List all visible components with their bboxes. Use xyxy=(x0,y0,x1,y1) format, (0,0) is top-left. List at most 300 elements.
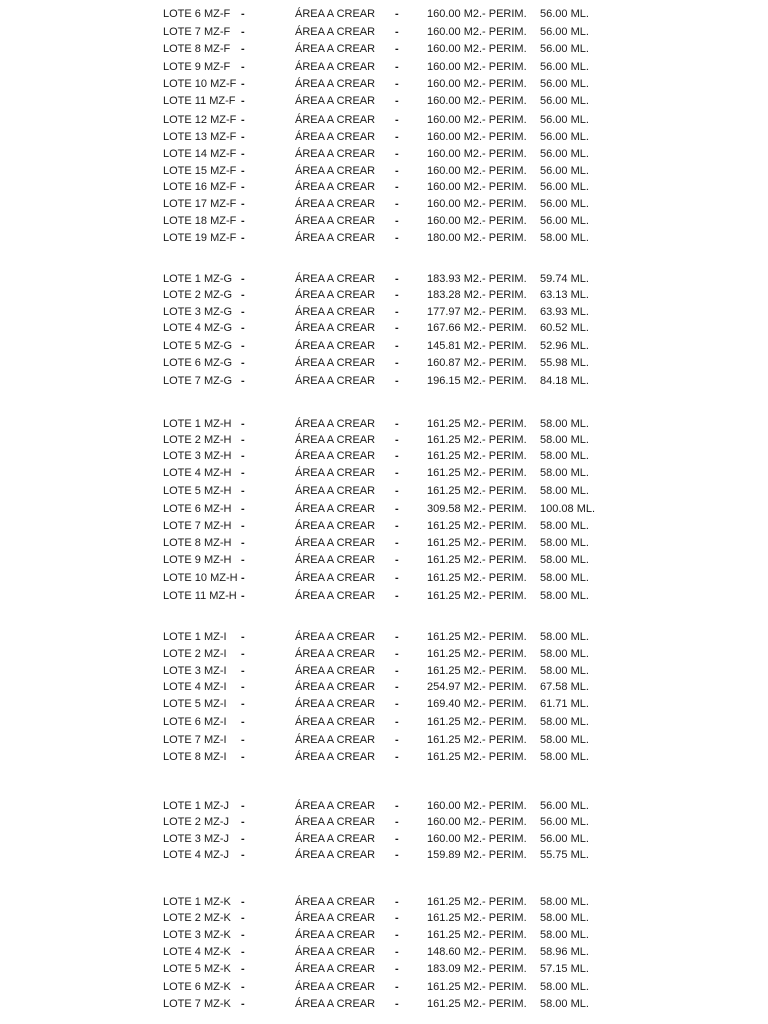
separator-dash: - xyxy=(395,322,399,334)
separator-dash: - xyxy=(241,963,245,975)
lot-label: LOTE 8 MZ-I xyxy=(163,751,227,763)
lot-row xyxy=(0,288,768,302)
area-value: 160.00 M2.- PERIM. xyxy=(427,95,527,107)
separator-dash: - xyxy=(395,26,399,38)
separator-dash: - xyxy=(241,631,245,643)
area-label: ÁREA A CREAR xyxy=(295,232,376,244)
area-label: ÁREA A CREAR xyxy=(295,340,376,352)
perimeter-value: 58.00 ML. xyxy=(540,485,589,497)
separator-dash: - xyxy=(395,590,399,602)
lot-row xyxy=(0,799,768,813)
separator-dash: - xyxy=(241,681,245,693)
perimeter-value: 56.00 ML. xyxy=(540,181,589,193)
separator-dash: - xyxy=(395,912,399,924)
separator-dash: - xyxy=(395,537,399,549)
area-value: 160.00 M2.- PERIM. xyxy=(427,181,527,193)
area-label: ÁREA A CREAR xyxy=(295,537,376,549)
area-label: ÁREA A CREAR xyxy=(295,148,376,160)
area-label: ÁREA A CREAR xyxy=(295,800,376,812)
separator-dash: - xyxy=(395,681,399,693)
lot-label: LOTE 2 MZ-I xyxy=(163,648,227,660)
separator-dash: - xyxy=(395,95,399,107)
separator-dash: - xyxy=(241,434,245,446)
lot-label: LOTE 15 MZ-F xyxy=(163,165,237,177)
lot-row xyxy=(0,715,768,729)
lot-label: LOTE 10 MZ-H xyxy=(163,572,238,584)
separator-dash: - xyxy=(395,434,399,446)
area-label: ÁREA A CREAR xyxy=(295,963,376,975)
lot-row xyxy=(0,147,768,161)
area-value: 160.00 M2.- PERIM. xyxy=(427,78,527,90)
area-value: 159.89 M2.- PERIM. xyxy=(427,849,527,861)
lot-row xyxy=(0,94,768,108)
lot-row xyxy=(0,848,768,862)
separator-dash: - xyxy=(241,929,245,941)
area-value: 161.25 M2.- PERIM. xyxy=(427,450,527,462)
lot-row xyxy=(0,945,768,959)
lot-row xyxy=(0,356,768,370)
lot-row xyxy=(0,928,768,942)
perimeter-value: 60.52 ML. xyxy=(540,322,589,334)
separator-dash: - xyxy=(395,833,399,845)
area-label: ÁREA A CREAR xyxy=(295,849,376,861)
area-value: 161.25 M2.- PERIM. xyxy=(427,537,527,549)
lot-label: LOTE 3 MZ-J xyxy=(163,833,230,845)
separator-dash: - xyxy=(241,26,245,38)
lot-label: LOTE 4 MZ-H xyxy=(163,467,232,479)
area-value: 180.00 M2.- PERIM. xyxy=(427,232,527,244)
area-value: 160.00 M2.- PERIM. xyxy=(427,114,527,126)
separator-dash: - xyxy=(395,418,399,430)
perimeter-value: 100.08 ML. xyxy=(540,503,596,515)
separator-dash: - xyxy=(241,537,245,549)
area-value: 177.97 M2.- PERIM. xyxy=(427,306,527,318)
perimeter-value: 58.00 ML. xyxy=(540,537,589,549)
separator-dash: - xyxy=(395,215,399,227)
lot-label: LOTE 5 MZ-H xyxy=(163,485,232,497)
area-value: 161.25 M2.- PERIM. xyxy=(427,554,527,566)
area-label: ÁREA A CREAR xyxy=(295,572,376,584)
perimeter-value: 58.00 ML. xyxy=(540,554,589,566)
perimeter-value: 67.58 ML. xyxy=(540,681,589,693)
area-label: ÁREA A CREAR xyxy=(295,306,376,318)
separator-dash: - xyxy=(395,520,399,532)
area-label: ÁREA A CREAR xyxy=(295,61,376,73)
lot-label: LOTE 12 MZ-F xyxy=(163,114,237,126)
separator-dash: - xyxy=(395,232,399,244)
area-label: ÁREA A CREAR xyxy=(295,357,376,369)
separator-dash: - xyxy=(241,572,245,584)
perimeter-value: 56.00 ML. xyxy=(540,165,589,177)
area-label: ÁREA A CREAR xyxy=(295,289,376,301)
area-label: ÁREA A CREAR xyxy=(295,198,376,210)
area-value: 169.40 M2.- PERIM. xyxy=(427,698,527,710)
perimeter-value: 58.00 ML. xyxy=(540,734,589,746)
separator-dash: - xyxy=(241,485,245,497)
lot-row xyxy=(0,680,768,694)
separator-dash: - xyxy=(241,946,245,958)
area-value: 161.25 M2.- PERIM. xyxy=(427,734,527,746)
separator-dash: - xyxy=(395,998,399,1010)
lot-row xyxy=(0,466,768,480)
lot-row xyxy=(0,911,768,925)
perimeter-value: 58.00 ML. xyxy=(540,418,589,430)
area-value: 161.25 M2.- PERIM. xyxy=(427,929,527,941)
lot-label: LOTE 8 MZ-H xyxy=(163,537,232,549)
area-label: ÁREA A CREAR xyxy=(295,322,376,334)
perimeter-value: 55.98 ML. xyxy=(540,357,589,369)
perimeter-value: 52.96 ML. xyxy=(540,340,589,352)
perimeter-value: 58.00 ML. xyxy=(540,467,589,479)
area-label: ÁREA A CREAR xyxy=(295,554,376,566)
separator-dash: - xyxy=(241,734,245,746)
area-value: 161.25 M2.- PERIM. xyxy=(427,896,527,908)
area-label: ÁREA A CREAR xyxy=(295,467,376,479)
area-label: ÁREA A CREAR xyxy=(295,215,376,227)
area-label: ÁREA A CREAR xyxy=(295,998,376,1010)
perimeter-value: 56.00 ML. xyxy=(540,215,589,227)
separator-dash: - xyxy=(241,418,245,430)
lot-label: LOTE 5 MZ-G xyxy=(163,340,233,352)
separator-dash: - xyxy=(395,554,399,566)
area-value: 254.97 M2.- PERIM. xyxy=(427,681,527,693)
perimeter-value: 58.00 ML. xyxy=(540,912,589,924)
lot-row xyxy=(0,449,768,463)
perimeter-value: 58.00 ML. xyxy=(540,648,589,660)
lot-label: LOTE 18 MZ-F xyxy=(163,215,237,227)
separator-dash: - xyxy=(241,43,245,55)
separator-dash: - xyxy=(395,981,399,993)
lot-label: LOTE 2 MZ-J xyxy=(163,816,230,828)
separator-dash: - xyxy=(395,289,399,301)
perimeter-value: 55.75 ML. xyxy=(540,849,589,861)
separator-dash: - xyxy=(241,716,245,728)
perimeter-value: 58.96 ML. xyxy=(540,946,589,958)
lot-row xyxy=(0,733,768,747)
perimeter-value: 58.00 ML. xyxy=(540,572,589,584)
lot-row xyxy=(0,997,768,1011)
area-value: 161.25 M2.- PERIM. xyxy=(427,716,527,728)
separator-dash: - xyxy=(395,165,399,177)
separator-dash: - xyxy=(241,95,245,107)
separator-dash: - xyxy=(241,357,245,369)
area-value: 160.00 M2.- PERIM. xyxy=(427,215,527,227)
separator-dash: - xyxy=(241,215,245,227)
separator-dash: - xyxy=(395,734,399,746)
lot-label: LOTE 5 MZ-K xyxy=(163,963,231,975)
separator-dash: - xyxy=(241,131,245,143)
perimeter-value: 56.00 ML. xyxy=(540,131,589,143)
separator-dash: - xyxy=(241,912,245,924)
lot-row xyxy=(0,832,768,846)
lot-row xyxy=(0,77,768,91)
perimeter-value: 56.00 ML. xyxy=(540,78,589,90)
area-value: 145.81 M2.- PERIM. xyxy=(427,340,527,352)
separator-dash: - xyxy=(241,816,245,828)
perimeter-value: 58.00 ML. xyxy=(540,232,589,244)
area-label: ÁREA A CREAR xyxy=(295,631,376,643)
separator-dash: - xyxy=(395,131,399,143)
lot-label: LOTE 2 MZ-G xyxy=(163,289,233,301)
perimeter-value: 58.00 ML. xyxy=(540,590,589,602)
separator-dash: - xyxy=(241,232,245,244)
lot-row xyxy=(0,42,768,56)
lot-row xyxy=(0,750,768,764)
separator-dash: - xyxy=(395,273,399,285)
separator-dash: - xyxy=(241,698,245,710)
lot-row xyxy=(0,25,768,39)
lot-label: LOTE 2 MZ-H xyxy=(163,434,232,446)
perimeter-value: 58.00 ML. xyxy=(540,520,589,532)
perimeter-value: 58.00 ML. xyxy=(540,929,589,941)
area-value: 161.25 M2.- PERIM. xyxy=(427,665,527,677)
separator-dash: - xyxy=(395,375,399,387)
separator-dash: - xyxy=(395,816,399,828)
area-value: 160.00 M2.- PERIM. xyxy=(427,61,527,73)
separator-dash: - xyxy=(395,946,399,958)
lot-row xyxy=(0,815,768,829)
separator-dash: - xyxy=(395,929,399,941)
separator-dash: - xyxy=(395,648,399,660)
area-label: ÁREA A CREAR xyxy=(295,181,376,193)
area-label: ÁREA A CREAR xyxy=(295,434,376,446)
separator-dash: - xyxy=(241,590,245,602)
lot-label: LOTE 1 MZ-G xyxy=(163,273,233,285)
area-value: 160.00 M2.- PERIM. xyxy=(427,833,527,845)
area-label: ÁREA A CREAR xyxy=(295,450,376,462)
separator-dash: - xyxy=(241,289,245,301)
separator-dash: - xyxy=(241,998,245,1010)
separator-dash: - xyxy=(395,665,399,677)
area-label: ÁREA A CREAR xyxy=(295,485,376,497)
separator-dash: - xyxy=(241,61,245,73)
perimeter-value: 58.00 ML. xyxy=(540,450,589,462)
area-value: 160.00 M2.- PERIM. xyxy=(427,816,527,828)
lot-row xyxy=(0,571,768,585)
lot-row xyxy=(0,536,768,550)
separator-dash: - xyxy=(241,833,245,845)
lot-label: LOTE 6 MZ-H xyxy=(163,503,232,515)
lot-row xyxy=(0,417,768,431)
lot-label: LOTE 7 MZ-F xyxy=(163,26,231,38)
separator-dash: - xyxy=(395,198,399,210)
lot-label: LOTE 7 MZ-H xyxy=(163,520,232,532)
separator-dash: - xyxy=(241,520,245,532)
separator-dash: - xyxy=(395,800,399,812)
area-value: 160.00 M2.- PERIM. xyxy=(427,26,527,38)
separator-dash: - xyxy=(395,357,399,369)
lot-label: LOTE 7 MZ-I xyxy=(163,734,227,746)
separator-dash: - xyxy=(241,467,245,479)
perimeter-value: 56.00 ML. xyxy=(540,43,589,55)
separator-dash: - xyxy=(241,306,245,318)
perimeter-value: 58.00 ML. xyxy=(540,434,589,446)
area-value: 161.25 M2.- PERIM. xyxy=(427,590,527,602)
area-label: ÁREA A CREAR xyxy=(295,503,376,515)
lot-label: LOTE 9 MZ-H xyxy=(163,554,232,566)
separator-dash: - xyxy=(395,148,399,160)
lot-label: LOTE 10 MZ-F xyxy=(163,78,237,90)
lot-row xyxy=(0,502,768,516)
area-label: ÁREA A CREAR xyxy=(295,833,376,845)
lot-label: LOTE 3 MZ-G xyxy=(163,306,233,318)
perimeter-value: 61.71 ML. xyxy=(540,698,589,710)
lot-label: LOTE 19 MZ-F xyxy=(163,232,237,244)
perimeter-value: 56.00 ML. xyxy=(540,800,589,812)
area-value: 160.00 M2.- PERIM. xyxy=(427,800,527,812)
lot-label: LOTE 6 MZ-F xyxy=(163,8,231,20)
separator-dash: - xyxy=(241,8,245,20)
lot-label: LOTE 4 MZ-I xyxy=(163,681,227,693)
area-label: ÁREA A CREAR xyxy=(295,912,376,924)
separator-dash: - xyxy=(241,665,245,677)
perimeter-value: 56.00 ML. xyxy=(540,26,589,38)
area-label: ÁREA A CREAR xyxy=(295,698,376,710)
area-value: 161.25 M2.- PERIM. xyxy=(427,467,527,479)
area-value: 160.00 M2.- PERIM. xyxy=(427,148,527,160)
separator-dash: - xyxy=(395,114,399,126)
separator-dash: - xyxy=(395,572,399,584)
separator-dash: - xyxy=(395,8,399,20)
perimeter-value: 58.00 ML. xyxy=(540,896,589,908)
lot-label: LOTE 6 MZ-I xyxy=(163,716,227,728)
area-label: ÁREA A CREAR xyxy=(295,896,376,908)
lot-label: LOTE 1 MZ-I xyxy=(163,631,227,643)
area-label: ÁREA A CREAR xyxy=(295,981,376,993)
area-value: 160.00 M2.- PERIM. xyxy=(427,8,527,20)
area-label: ÁREA A CREAR xyxy=(295,681,376,693)
separator-dash: - xyxy=(241,375,245,387)
separator-dash: - xyxy=(395,503,399,515)
area-value: 161.25 M2.- PERIM. xyxy=(427,981,527,993)
perimeter-value: 56.00 ML. xyxy=(540,114,589,126)
area-value: 183.09 M2.- PERIM. xyxy=(427,963,527,975)
lot-label: LOTE 11 MZ-F xyxy=(163,95,236,107)
separator-dash: - xyxy=(241,751,245,763)
separator-dash: - xyxy=(241,114,245,126)
separator-dash: - xyxy=(395,43,399,55)
lot-label: LOTE 4 MZ-G xyxy=(163,322,233,334)
separator-dash: - xyxy=(241,554,245,566)
lot-row xyxy=(0,697,768,711)
perimeter-value: 58.00 ML. xyxy=(540,665,589,677)
separator-dash: - xyxy=(241,181,245,193)
lot-label: LOTE 6 MZ-K xyxy=(163,981,231,993)
separator-dash: - xyxy=(395,78,399,90)
perimeter-value: 56.00 ML. xyxy=(540,8,589,20)
area-value: 161.25 M2.- PERIM. xyxy=(427,520,527,532)
lot-row xyxy=(0,962,768,976)
lot-label: LOTE 4 MZ-K xyxy=(163,946,231,958)
lot-row xyxy=(0,305,768,319)
separator-dash: - xyxy=(241,503,245,515)
area-label: ÁREA A CREAR xyxy=(295,590,376,602)
lot-row xyxy=(0,197,768,211)
area-value: 161.25 M2.- PERIM. xyxy=(427,751,527,763)
perimeter-value: 63.93 ML. xyxy=(540,306,589,318)
area-label: ÁREA A CREAR xyxy=(295,816,376,828)
lot-row xyxy=(0,519,768,533)
perimeter-value: 56.00 ML. xyxy=(540,833,589,845)
area-value: 160.00 M2.- PERIM. xyxy=(427,43,527,55)
area-value: 160.00 M2.- PERIM. xyxy=(427,131,527,143)
separator-dash: - xyxy=(241,849,245,861)
perimeter-value: 56.00 ML. xyxy=(540,198,589,210)
perimeter-value: 58.00 ML. xyxy=(540,716,589,728)
lot-row xyxy=(0,484,768,498)
separator-dash: - xyxy=(395,849,399,861)
lot-label: LOTE 3 MZ-K xyxy=(163,929,231,941)
lot-label: LOTE 13 MZ-F xyxy=(163,131,237,143)
area-label: ÁREA A CREAR xyxy=(295,648,376,660)
separator-dash: - xyxy=(395,631,399,643)
perimeter-value: 84.18 ML. xyxy=(540,375,589,387)
perimeter-value: 58.00 ML. xyxy=(540,631,589,643)
area-label: ÁREA A CREAR xyxy=(295,375,376,387)
separator-dash: - xyxy=(241,322,245,334)
separator-dash: - xyxy=(241,896,245,908)
lot-label: LOTE 3 MZ-H xyxy=(163,450,232,462)
separator-dash: - xyxy=(395,716,399,728)
area-value: 161.25 M2.- PERIM. xyxy=(427,648,527,660)
perimeter-value: 59.74 ML. xyxy=(540,273,589,285)
lot-row xyxy=(0,272,768,286)
area-label: ÁREA A CREAR xyxy=(295,114,376,126)
separator-dash: - xyxy=(241,148,245,160)
separator-dash: - xyxy=(395,485,399,497)
separator-dash: - xyxy=(241,450,245,462)
area-label: ÁREA A CREAR xyxy=(295,26,376,38)
lot-row xyxy=(0,589,768,603)
separator-dash: - xyxy=(395,450,399,462)
area-value: 161.25 M2.- PERIM. xyxy=(427,631,527,643)
area-value: 167.66 M2.- PERIM. xyxy=(427,322,527,334)
lot-row xyxy=(0,647,768,661)
lot-row xyxy=(0,339,768,353)
separator-dash: - xyxy=(395,340,399,352)
lot-label: LOTE 7 MZ-K xyxy=(163,998,231,1010)
area-value: 161.25 M2.- PERIM. xyxy=(427,418,527,430)
lot-row xyxy=(0,895,768,909)
lot-label: LOTE 3 MZ-I xyxy=(163,665,227,677)
area-value: 148.60 M2.- PERIM. xyxy=(427,946,527,958)
lot-row xyxy=(0,630,768,644)
area-label: ÁREA A CREAR xyxy=(295,520,376,532)
lot-row xyxy=(0,113,768,127)
separator-dash: - xyxy=(395,751,399,763)
area-value: 161.25 M2.- PERIM. xyxy=(427,572,527,584)
lot-label: LOTE 1 MZ-J xyxy=(163,800,230,812)
separator-dash: - xyxy=(241,198,245,210)
lot-label: LOTE 17 MZ-F xyxy=(163,198,237,210)
separator-dash: - xyxy=(241,981,245,993)
lot-label: LOTE 7 MZ-G xyxy=(163,375,233,387)
area-label: ÁREA A CREAR xyxy=(295,665,376,677)
lot-label: LOTE 2 MZ-K xyxy=(163,912,231,924)
perimeter-value: 56.00 ML. xyxy=(540,816,589,828)
separator-dash: - xyxy=(241,648,245,660)
lot-row xyxy=(0,7,768,21)
lot-row xyxy=(0,664,768,678)
area-label: ÁREA A CREAR xyxy=(295,946,376,958)
area-value: 309.58 M2.- PERIM. xyxy=(427,503,527,515)
lot-label: LOTE 9 MZ-F xyxy=(163,61,231,73)
area-label: ÁREA A CREAR xyxy=(295,751,376,763)
area-value: 183.28 M2.- PERIM. xyxy=(427,289,527,301)
area-label: ÁREA A CREAR xyxy=(295,929,376,941)
area-value: 160.00 M2.- PERIM. xyxy=(427,198,527,210)
perimeter-value: 56.00 ML. xyxy=(540,95,589,107)
